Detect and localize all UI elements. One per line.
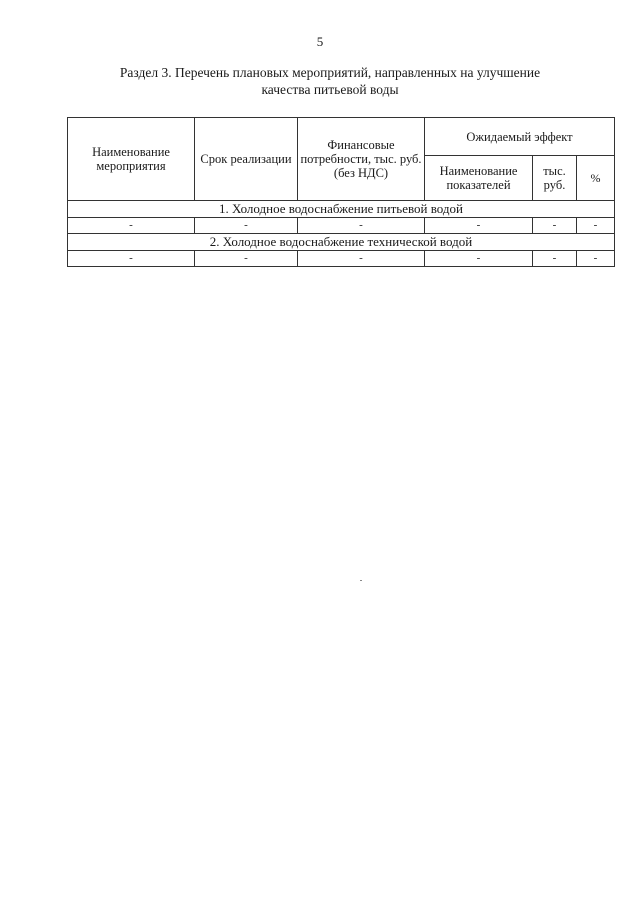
header-term: Срок реализации — [195, 118, 298, 201]
table-header-row — [68, 118, 615, 156]
section-heading — [60, 64, 600, 98]
section-title: 2. Холодное водоснабжение технической водой — [68, 234, 615, 251]
table-cell: - — [533, 251, 577, 267]
table-cell: - — [425, 218, 533, 234]
table-cell: - — [298, 218, 425, 234]
table-cell: - — [195, 251, 298, 267]
table-cell: - — [68, 218, 195, 234]
header-percent: % — [577, 156, 615, 201]
table-cell: - — [425, 251, 533, 267]
table-cell: - — [195, 218, 298, 234]
table-cell: - — [533, 218, 577, 234]
section-row — [68, 201, 615, 218]
table-row — [68, 218, 615, 234]
scan-speck — [360, 580, 362, 581]
table-cell: - — [68, 251, 195, 267]
heading-line-1: Раздел 3. Перечень плановых мероприятий, направленных на улучшение — [119, 65, 541, 80]
plan-table — [67, 117, 615, 267]
table-cell: - — [298, 251, 425, 267]
page-number: 5 — [316, 34, 324, 49]
section-row — [68, 234, 615, 251]
header-finance: Финансовые потребности, тыс. руб. (без НДС) — [298, 118, 425, 201]
table-cell: - — [577, 251, 615, 267]
header-name: Наименование мероприятия — [68, 118, 195, 201]
section-title: 1. Холодное водоснабжение питьевой водой — [68, 201, 615, 218]
header-indicators: Наименование показателей — [425, 156, 533, 201]
table-row — [68, 251, 615, 267]
table-cell: - — [577, 218, 615, 234]
header-effect: Ожидаемый эффект — [425, 118, 615, 156]
heading-line-2: качества питьевой воды — [261, 82, 399, 97]
header-thousand-rub: тыс. руб. — [533, 156, 577, 201]
